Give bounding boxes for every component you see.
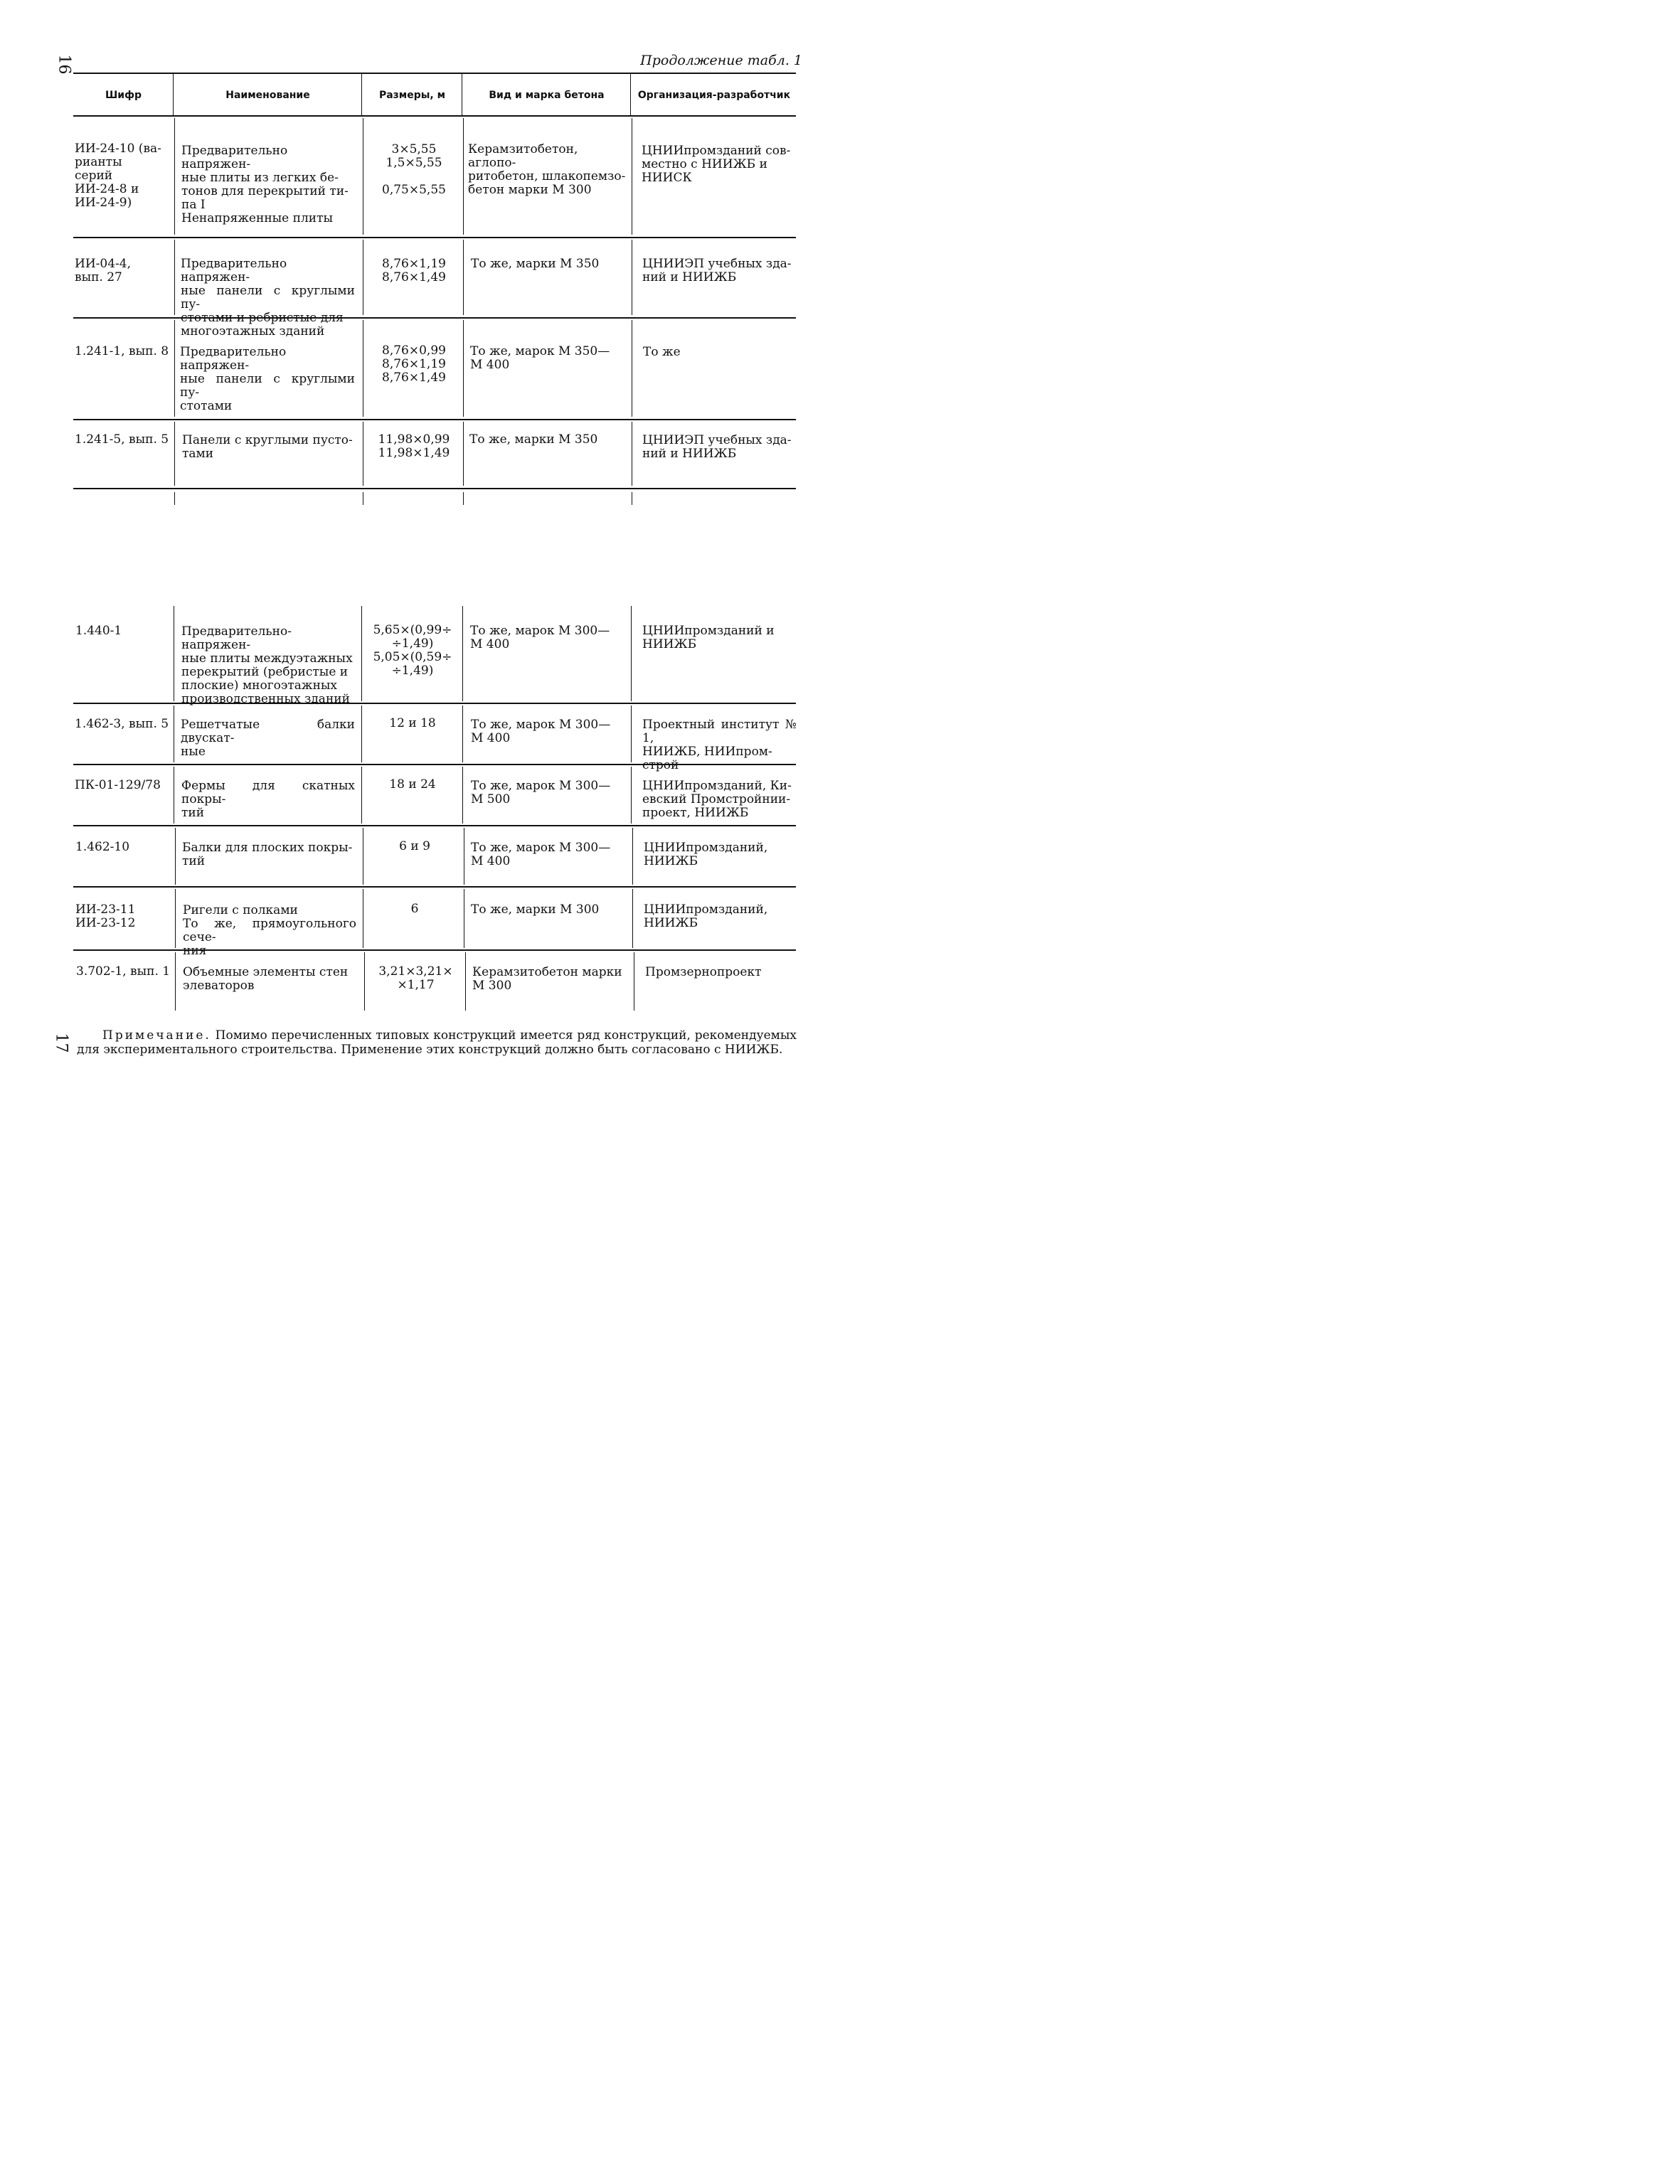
- column-divider: [361, 74, 362, 115]
- cell-concrete: То же, марок М 300— М 400: [471, 841, 611, 868]
- cell-name: Балки для плоских покры- тий: [182, 841, 353, 868]
- cell-org: ЦНИИпромзданий и НИИЖБ: [642, 624, 775, 651]
- row-divider: [73, 488, 796, 489]
- cell-code: ИИ-24-10 (ва- рианты серий ИИ-24-8 и ИИ-24-9): [75, 142, 161, 210]
- cell-org: Промзернопроект: [645, 965, 762, 979]
- column-divider: [175, 889, 176, 948]
- column-divider: [632, 828, 633, 885]
- cell-name: Ригели с полками То же, прямоугольного сече- ния: [183, 903, 356, 958]
- column-divider: [632, 889, 633, 948]
- page-number-bottom: 17: [52, 1033, 70, 1053]
- cell-name: Панели с круглыми пусто- тами: [182, 433, 353, 461]
- cell-concrete: То же, марки М 300: [471, 902, 600, 917]
- cell-dims: 12 и 18: [389, 716, 436, 730]
- cell-code: 1.241-1, вып. 8: [75, 344, 169, 358]
- cell-org: ЦНИИЭП учебных зда- ний и НИИЖБ: [642, 433, 792, 461]
- cell-org: ЦНИИпромзданий, НИИЖБ: [644, 841, 768, 868]
- header-concrete: Вид и марка бетона: [489, 90, 605, 101]
- column-divider: [174, 422, 175, 486]
- cell-concrete: То же, марок М 300— М 400: [471, 718, 611, 745]
- column-divider: [462, 705, 463, 762]
- cell-name: Предварительно напряжен- ные панели с круглыми пу- стотами и ребристые для многоэтажных зданий: [181, 257, 355, 339]
- cell-dims: 6 и 9: [399, 839, 430, 853]
- column-divider: [174, 240, 175, 315]
- cell-concrete: Керамзитобетон марки М 300: [472, 965, 622, 993]
- table-caption: Продолжение табл. 1: [640, 53, 802, 68]
- cell-code: ИИ-23-11 ИИ-23-12: [75, 902, 136, 930]
- cell-concrete: То же, марок М 350— М 400: [470, 344, 610, 372]
- cell-concrete: Керамзитобетон, аглопо- ритобетон, шлакопемзо- бетон марки М 300: [468, 142, 626, 197]
- cell-concrete: То же, марки М 350: [471, 257, 600, 271]
- row-divider: [73, 949, 796, 951]
- cell-dims: 3,21×3,21× ×1,17: [378, 964, 453, 992]
- cell-dims: 6: [410, 902, 419, 916]
- column-divider: [174, 320, 175, 417]
- note-text: Помимо перечисленных типовых конструкций имеется ряд конструкций, рекомендуемых для экспериментального строительства. Применение этих конструкций должно быть согласовано с НИИЖБ.: [77, 1028, 797, 1057]
- column-divider: [173, 74, 174, 115]
- column-divider: [463, 492, 464, 505]
- cell-dims: 3×5,55 1,5×5,55 0,75×5,55: [382, 142, 446, 197]
- column-divider: [174, 492, 175, 505]
- cell-name: Решетчатые балки двускат- ные: [181, 718, 355, 759]
- cell-code: 1.462-3, вып. 5: [75, 717, 169, 731]
- cell-code: 3.702-1, вып. 1: [76, 964, 171, 979]
- column-divider: [175, 952, 176, 1011]
- table-top-rule: [73, 73, 796, 74]
- cell-name: Предварительно напряжен- ные панели с круглыми пу- стотами: [180, 345, 355, 413]
- row-divider: [73, 825, 796, 826]
- cell-dims: 5,65×(0,99÷ ÷1,49) 5,05×(0,59÷ ÷1,49): [373, 623, 452, 678]
- column-divider: [630, 74, 631, 115]
- header-bottom-rule: [73, 115, 796, 117]
- cell-concrete: То же, марки М 350: [469, 432, 598, 447]
- cell-dims: 8,76×1,19 8,76×1,49: [382, 257, 446, 284]
- header-name: Наименование: [225, 90, 310, 101]
- cell-code: ИИ-04-4, вып. 27: [75, 257, 131, 284]
- cell-dims: 8,76×0,99 8,76×1,19 8,76×1,49: [382, 343, 446, 385]
- row-divider: [73, 419, 796, 420]
- column-divider: [462, 767, 463, 824]
- row-divider: [73, 237, 796, 238]
- cell-concrete: То же, марок М 300— М 400: [470, 624, 610, 651]
- header-code: Шифр: [105, 90, 142, 101]
- cell-org: ЦНИИЭП учебных зда- ний и НИИЖБ: [642, 257, 792, 284]
- column-divider: [361, 767, 362, 824]
- cell-org: ЦНИИпромзданий сов- местно с НИИЖБ и НИИСК: [642, 144, 791, 185]
- cell-org: То же: [643, 345, 681, 359]
- cell-code: 1.462-10: [75, 840, 130, 854]
- page-number-top: 16: [55, 54, 73, 75]
- cell-dims: 18 и 24: [389, 777, 436, 792]
- header-org: Организация-разработчик: [637, 90, 791, 101]
- cell-name: Предварительно напряжен- ные плиты из легких бе- тонов для перекрытий ти- па I Ненапряженные плиты: [181, 144, 349, 225]
- cell-code: 1.241-5, вып. 5: [75, 432, 169, 447]
- cell-org: ЦНИИпромзданий, Ки- евский Промстройнии- проект, НИИЖБ: [642, 779, 792, 820]
- cell-name: Предварительно-напряжен- ные плиты междуэтажных перекрытий (ребристые и плоские) многоэтажных производственных зданий: [181, 624, 353, 706]
- cell-name: Фермы для скатных покры- тий: [181, 779, 355, 820]
- cell-name: Объемные элементы стен элеваторов: [183, 965, 349, 993]
- note-label: Примечание.: [102, 1028, 211, 1043]
- cell-org: ЦНИИпромзданий, НИИЖБ: [644, 902, 768, 930]
- cell-code: 1.440-1: [75, 624, 122, 638]
- cell-concrete: То же, марок М 300— М 500: [471, 779, 611, 806]
- column-divider: [631, 606, 632, 701]
- cell-org: Проектный институт № 1, НИИЖБ, НИИпром- строй: [642, 718, 797, 772]
- header-dims: Размеры, м: [378, 90, 446, 101]
- table-note: [77, 1028, 797, 1057]
- column-divider: [361, 705, 362, 762]
- column-divider: [175, 828, 176, 885]
- column-divider: [174, 118, 175, 235]
- column-divider: [631, 767, 632, 824]
- column-divider: [631, 705, 632, 762]
- cell-dims: 11,98×0,99 11,98×1,49: [378, 432, 450, 460]
- cell-code: ПК-01-129/78: [75, 778, 161, 792]
- row-divider: [73, 886, 796, 888]
